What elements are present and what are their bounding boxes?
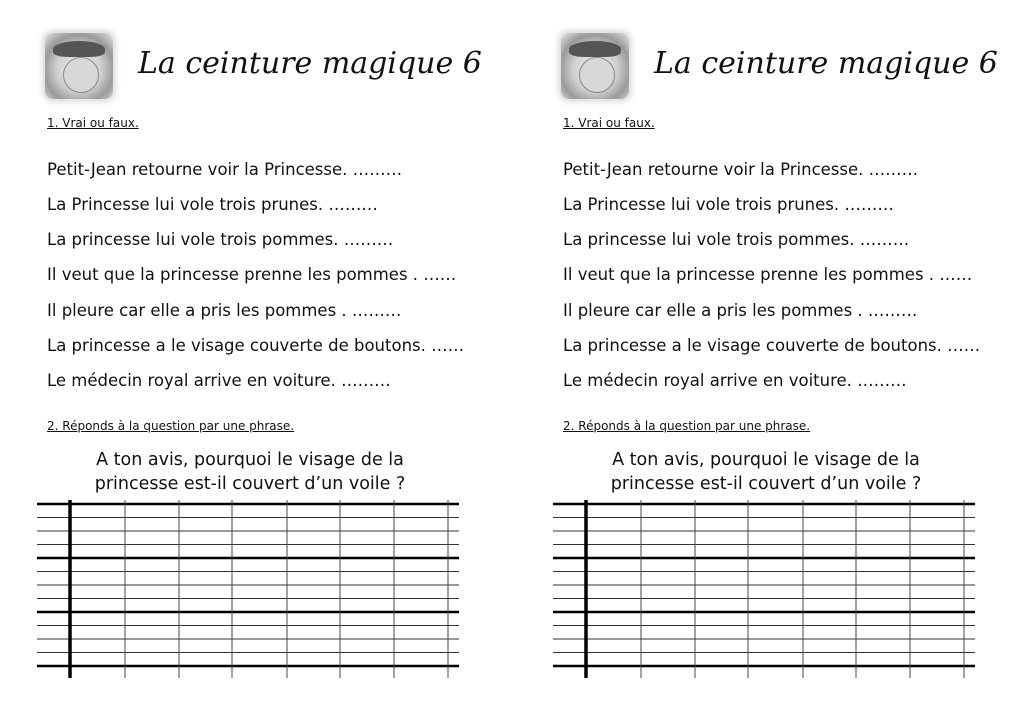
section-2-heading: 2. Réponds à la question par une phrase. bbox=[47, 419, 295, 433]
question-line: princesse est-il couvert d’un voile ? bbox=[610, 474, 922, 494]
statement: La princesse a le visage couverte de boutons. …… bbox=[47, 336, 465, 355]
statement: La princesse lui vole trois pommes. ……… bbox=[563, 230, 910, 249]
statement: Le médecin royal arrive en voiture. ……… bbox=[563, 371, 907, 390]
statement: Il veut que la princesse prenne les pommes . …… bbox=[47, 265, 457, 284]
statement: La princesse a le visage couverte de boutons. …… bbox=[563, 336, 981, 355]
worksheet-title: La ceinture magique 6 bbox=[138, 46, 482, 81]
question-line: A ton avis, pourquoi le visage de la bbox=[96, 450, 404, 470]
statement: La princesse lui vole trois pommes. ……… bbox=[47, 230, 394, 249]
worksheet-right bbox=[516, 0, 996, 708]
statement: Il pleure car elle a pris les pommes . ……… bbox=[563, 301, 918, 320]
section-2-heading: 2. Réponds à la question par une phrase. bbox=[563, 419, 811, 433]
question-line: princesse est-il couvert d’un voile ? bbox=[94, 474, 406, 494]
statement: La Princesse lui vole trois prunes. ……… bbox=[47, 195, 378, 214]
section-1-heading: 1. Vrai ou faux. bbox=[47, 116, 139, 130]
statement: Petit-Jean retourne voir la Princesse. ……… bbox=[563, 160, 919, 179]
worksheet-title: La ceinture magique 6 bbox=[654, 46, 998, 81]
statement: La Princesse lui vole trois prunes. ……… bbox=[563, 195, 894, 214]
statement: Le médecin royal arrive en voiture. ……… bbox=[47, 371, 391, 390]
section-1-heading: 1. Vrai ou faux. bbox=[563, 116, 655, 130]
statement: Il pleure car elle a pris les pommes . ……… bbox=[47, 301, 402, 320]
question-line: A ton avis, pourquoi le visage de la bbox=[612, 450, 920, 470]
statement: Petit-Jean retourne voir la Princesse. ……… bbox=[47, 160, 403, 179]
statement: Il veut que la princesse prenne les pommes . …… bbox=[563, 265, 973, 284]
writing-grid[interactable] bbox=[516, 0, 996, 708]
writing-grid[interactable] bbox=[0, 0, 480, 708]
worksheet-left bbox=[0, 0, 480, 708]
